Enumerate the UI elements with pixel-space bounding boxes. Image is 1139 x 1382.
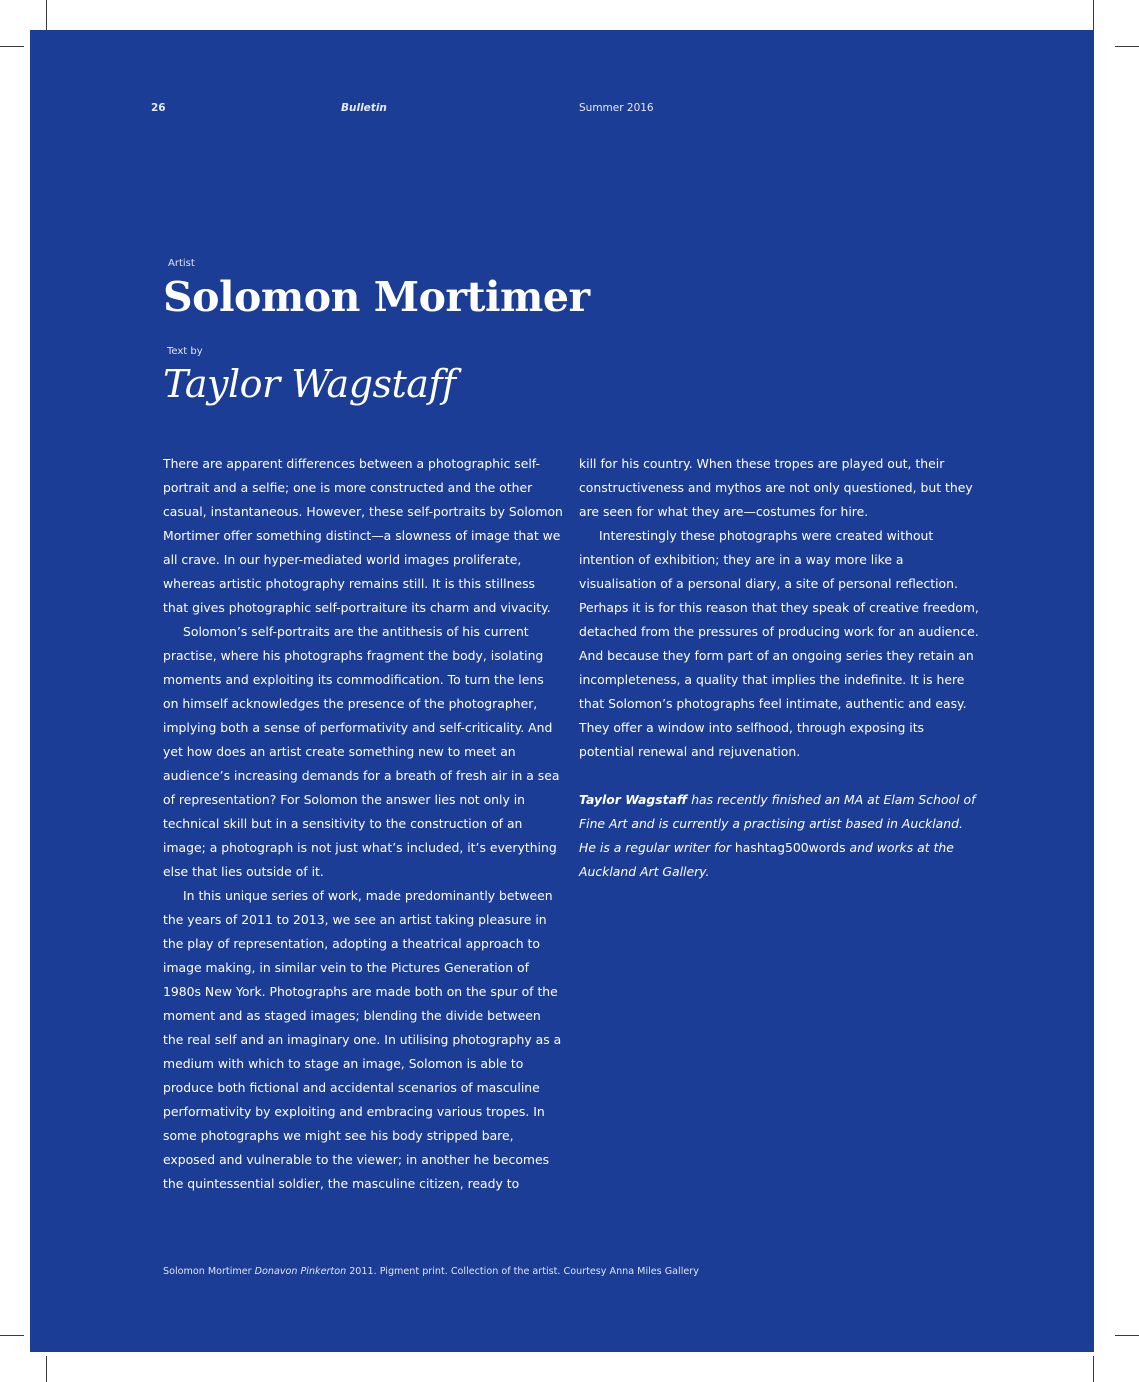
paragraph: There are apparent differences between a photographic self-portrait and a selfie; one is more constructed and the other casual, instantaneous. However, these self-portraits by Solomon Mortimer offer something distinct—a slowness of image that we all crave. In our hyper-mediated world images proliferate, whereas artistic photography remains still. It is this stillness that gives photographic self-portraiture its charm and vivacity. [163, 456, 563, 615]
bio-text: and works at the Auckland Art Gallery. [579, 840, 954, 879]
paragraph: Interestingly these photographs were created without intention of exhibition; they are in a way more like a visualisation of a personal diary, a site of personal reflection. Perhaps it is for this reason that they speak of creative freedom, detached from the pressures of producing work for an audience. And because they form part of an ongoing series they retain an incompleteness, a quality that implies the indefinite. It is here that Solomon’s photographs feel intimate, authentic and easy. They offer a window into selfhood, through exposing its potential renewal and rejuvenation. [579, 528, 979, 759]
author-bio [579, 788, 979, 884]
caption-artist: Solomon Mortimer [163, 1266, 255, 1277]
author-label: Text by [167, 346, 203, 357]
publication-title: Bulletin [341, 102, 387, 114]
issue-date: Summer 2016 [579, 102, 654, 114]
caption-work-title: Donavon Pinkerton [254, 1266, 347, 1277]
caption-details: 2011. Pigment print. Collection of the artist. Courtesy Anna Miles Gallery [346, 1266, 699, 1277]
crop-mark [0, 46, 24, 47]
crop-mark [46, 1356, 47, 1382]
image-caption [163, 1266, 699, 1277]
paragraph: kill for his country. When these tropes are played out, their constructiveness and mythos are not only questioned, but they are seen for what they are—costumes for hire. [579, 456, 973, 519]
artist-name: Solomon Mortimer [163, 273, 590, 321]
page-number: 26 [151, 102, 166, 114]
crop-mark [1115, 46, 1139, 47]
crop-mark [1093, 1356, 1094, 1382]
bio-name: Taylor Wagstaff [579, 792, 688, 807]
bio-text: has recently finished an MA at Elam School of Fine Art and is currently a practising artist based in Auckland. He is a regular writer for [579, 792, 976, 855]
artist-label: Artist [168, 258, 195, 269]
crop-mark [0, 1335, 24, 1336]
article-column-right [579, 452, 979, 884]
page [30, 30, 1094, 1352]
paragraph: Solomon’s self-portraits are the antithesis of his current practise, where his photographs fragment the body, isolating moments and exploiting its commodification. To turn the lens on himself acknowledges the presence of the photographer, implying both a sense of performativity and self-criticality. And yet how does an artist create something new to meet an audience’s increasing demands for a breath of fresh air in a sea of representation? For Solomon the answer lies not only in technical skill but in a sensitivity to the construction of an image; a photograph is not just what’s included, it’s everything else that lies outside of it. [163, 624, 560, 879]
crop-mark [1093, 0, 1094, 30]
bio-publication: hashtag500words [734, 840, 846, 855]
paragraph: In this unique series of work, made predominantly between the years of 2011 to 2013, we see an artist taking pleasure in the play of representation, adopting a theatrical approach to image making, in similar vein to the Pictures Generation of 1980s New York. Photographs are made both on the spur of the moment and as staged images; blending the divide between the real self and an imaginary one. In utilising photography as a medium with which to stage an image, Solomon is able to produce both fictional and accidental scenarios of masculine performativity by exploiting and embracing various tropes. In some photographs we might see his body stripped bare, exposed and vulnerable to the viewer; in another he becomes the quintessential soldier, the masculine citizen, ready to [163, 888, 562, 1191]
author-name: Taylor Wagstaff [163, 362, 456, 406]
article-column-left [163, 452, 563, 1196]
crop-mark [1115, 1335, 1139, 1336]
crop-mark [46, 0, 47, 30]
